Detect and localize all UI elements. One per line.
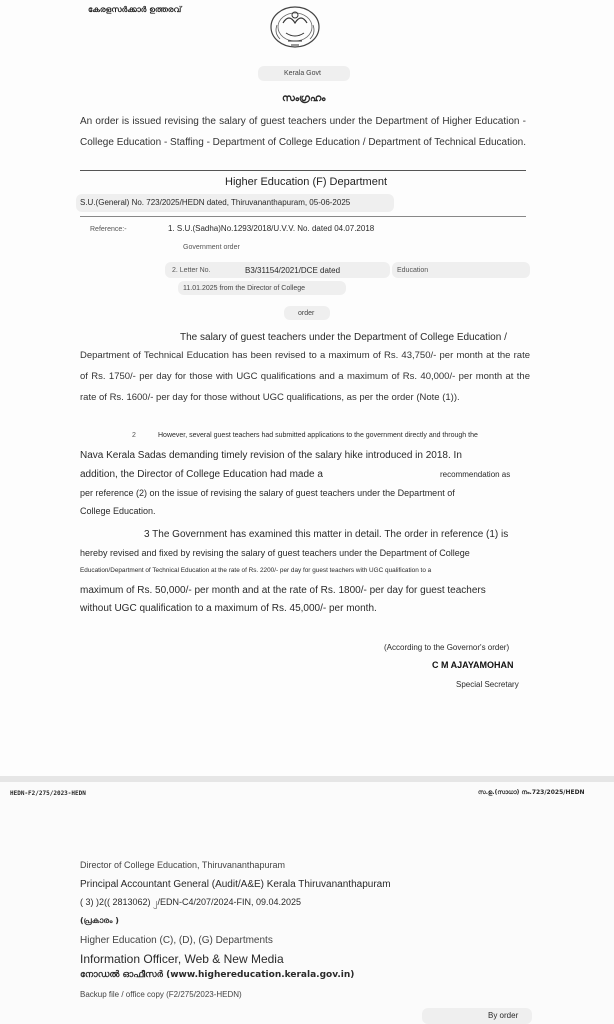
copy-line-4: (പ്രകാരം ) <box>80 916 119 925</box>
para3-line5: without UGC qualification to a maximum of Rs. 45,000/- per month. <box>80 603 377 614</box>
reference-2-right: Education <box>397 267 429 274</box>
para2-line3a: addition, the Director of College Education had made a <box>80 469 323 480</box>
document-page-2 <box>0 782 614 1024</box>
para2-line5: College Education. <box>80 506 156 516</box>
reference-label: Reference:- <box>90 226 127 233</box>
kerala-govt-label: Kerala Govt <box>284 70 321 77</box>
reference-2-sub: 11.01.2025 from the Director of College <box>183 285 306 292</box>
order-heading: order <box>298 310 315 317</box>
para3-line1: 3 The Government has examined this matter in detail. The order in reference (1) is <box>144 529 509 540</box>
by-order: By order <box>488 1011 519 1020</box>
page2-header-right: സ.ഉ.(സാധാ) നം.723/2025/HEDN <box>478 789 585 796</box>
para3-line4: maximum of Rs. 50,000/- per month and at the rate of Rs. 1800/- per day for guest teachers <box>80 585 486 596</box>
para3-line2: hereby revised and fixed by revising the salary of guest teachers under the Department of College <box>80 548 470 558</box>
page2-header-left: HEDN-F2/275/2023-HEDN <box>10 790 86 797</box>
copy-line-3: ( 3) )2(( 2813062) ၂/EDN-C4/207/2024-FIN, 09.04.2025 <box>80 897 302 907</box>
copy-line-7: നോഡൽ ഓഫീസർ (www.highereducation.kerala.gov.in) <box>80 970 355 980</box>
para2-number: 2 <box>132 432 136 439</box>
para2-line3b: recommendation as <box>440 470 511 479</box>
copy-line-6: Information Officer, Web & New Media <box>80 952 284 966</box>
copy-line-5: Higher Education (C), (D), (G) Departments <box>80 935 273 946</box>
copy-line-2: Principal Accountant General (Audit/A&E) Kerala Thiruvananthapuram <box>80 879 391 890</box>
summary-text: An order is issued revising the salary of guest teachers under the Department of Higher Education - College Education - Staffing - Department of College Education / Department of Technical Education. <box>80 116 527 148</box>
reference-1-sub: Government order <box>183 244 240 251</box>
para1-line1: The salary of guest teachers under the Department of College Education / <box>180 332 507 343</box>
reference-2-label: 2. Letter No. <box>172 267 211 274</box>
para2-line2: Nava Kerala Sadas demanding timely revision of the salary hike introduced in 2018. In <box>80 450 462 461</box>
kerala-emblem-icon <box>268 3 322 51</box>
signatory-designation: Special Secretary <box>456 680 519 689</box>
department-heading: Higher Education (F) Department <box>225 176 388 188</box>
signatory-name: C M AJAYAMOHAN <box>432 660 514 670</box>
para3-line3: Education/Department of Technical Education at the rate of Rs. 2200/- per day for guest teachers with UGC qualification to a <box>80 567 432 574</box>
para2-first-line: However, several guest teachers had submitted applications to the government directly and through the <box>158 432 478 439</box>
header-malayalam: കേരളസർക്കാർ ഉത്തരവ് <box>88 5 182 14</box>
para2-line4: per reference (2) on the issue of revising the salary of guest teachers under the Department of <box>80 488 455 498</box>
reference-2-number: B3/31154/2021/DCE dated <box>245 266 341 275</box>
copy-line-8: Backup file / office copy (F2/275/2023-HEDN) <box>80 990 242 999</box>
para1-body: Department of Technical Education has been revised to a maximum of Rs. 43,750/- per month at the rate of Rs. 1750/- per day for those with UGC qualifications and a maximum of Rs. 40,000/- per month at the rate of Rs. 1600/- per day for those without UGC qualifications, as per the order (Note (1)). <box>80 350 530 403</box>
copy-line-1: Director of College Education, Thiruvananthapuram <box>80 860 285 870</box>
summary-rule <box>80 170 526 171</box>
order-number-rule <box>80 216 526 217</box>
reference-1: 1. S.U.(Sadha)No.1293/2018/U.V.V. No. dated 04.07.2018 <box>168 224 375 233</box>
governor-order: (According to the Governor's order) <box>384 643 510 652</box>
order-number: S.U.(General) No. 723/2025/HEDN dated, Thiruvananthapuram, 05-06-2025 <box>80 198 351 207</box>
summary-title: സംഗ്രഹം <box>282 93 326 104</box>
